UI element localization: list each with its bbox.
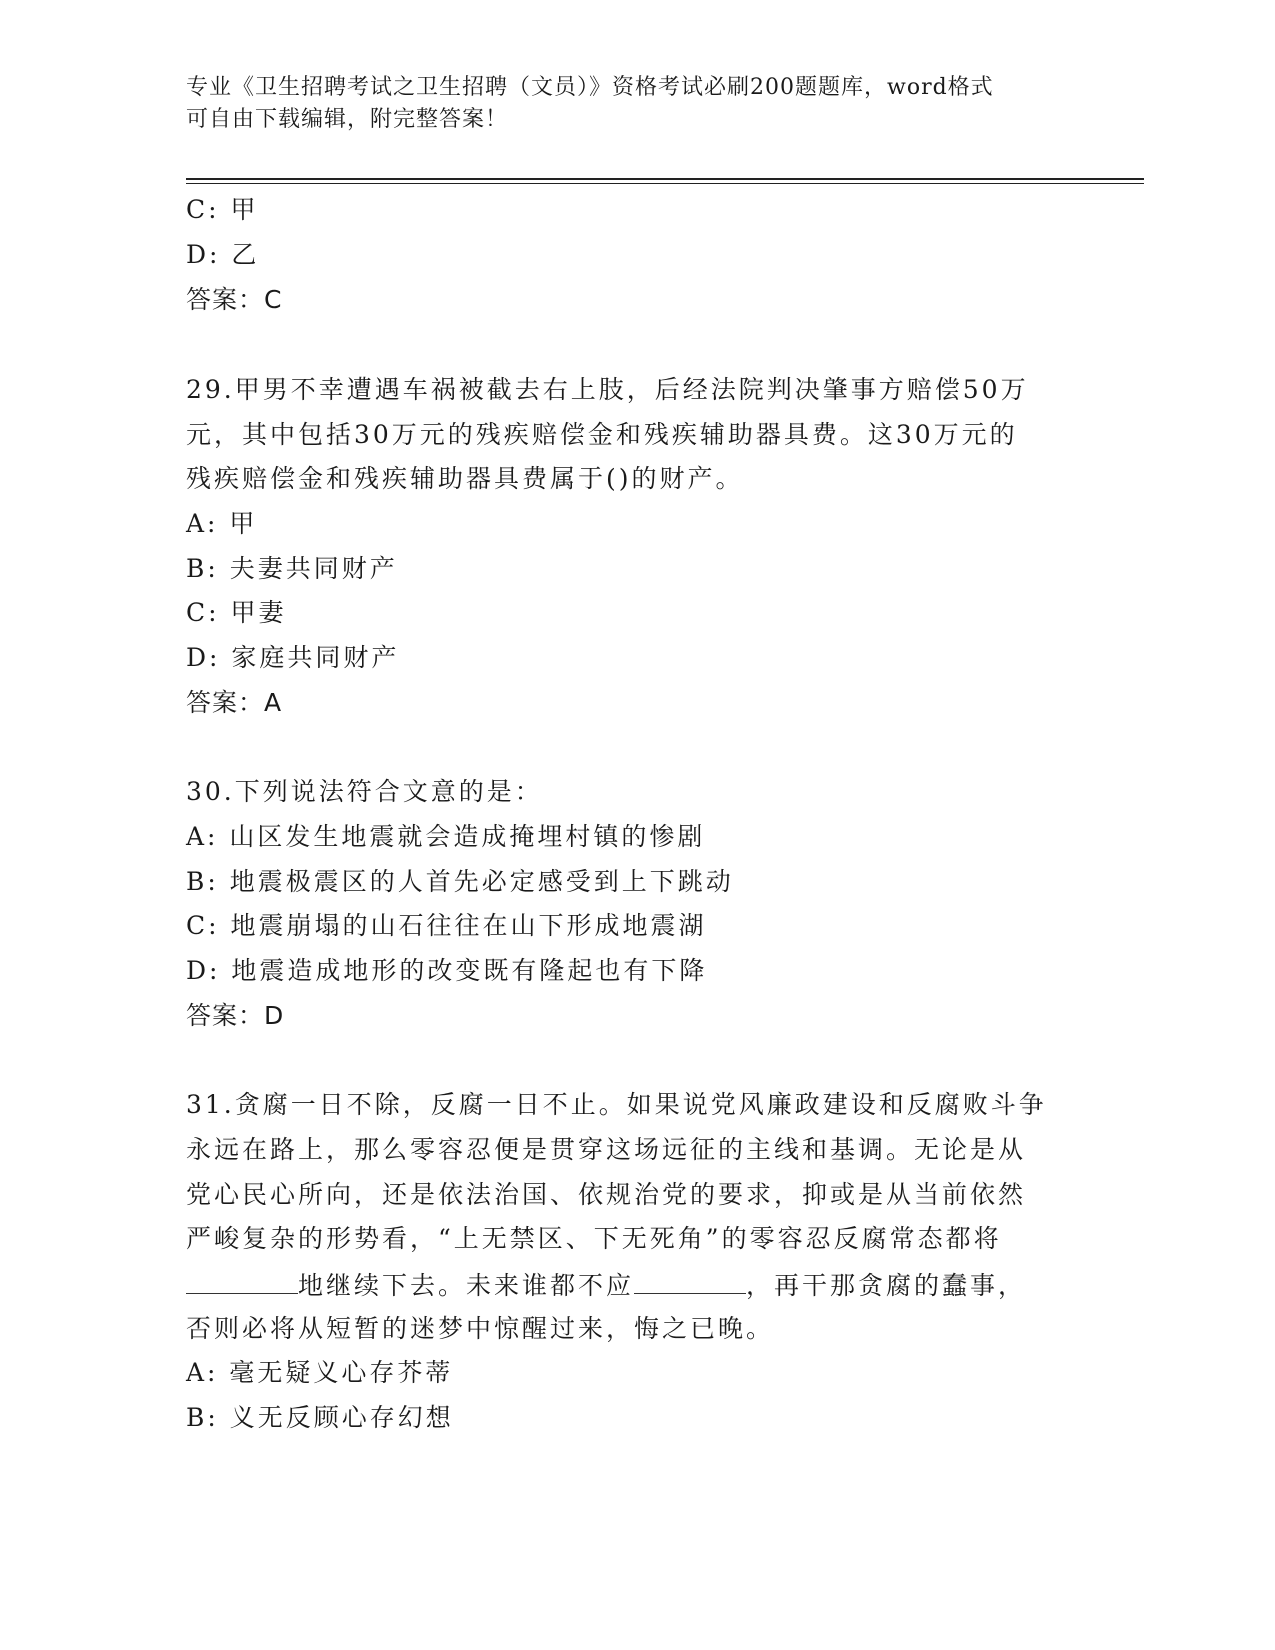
q28-option-d: D: 乙 bbox=[186, 240, 260, 269]
q31-stem-line-3: 党心民心所向，还是依法治国、依规治党的要求，抑或是从当前依然 bbox=[186, 1180, 1027, 1209]
q29-option-d: D: 家庭共同财产 bbox=[186, 643, 400, 672]
q30-option-d: D: 地震造成地形的改变既有隆起也有下降 bbox=[186, 956, 708, 985]
q30-option-a: A: 山区发生地震就会造成掩埋村镇的惨剧 bbox=[186, 822, 706, 851]
q31-stem-line-2: 永远在路上，那么零容忍便是贯穿这场远征的主线和基调。无论是从 bbox=[186, 1135, 1027, 1164]
q29-stem-line-3: 残疾赔偿金和残疾辅助器具费属于()的财产。 bbox=[186, 464, 744, 493]
q31-option-b: B: 义无反顾心存幻想 bbox=[186, 1403, 454, 1432]
q28-answer: 答案：C bbox=[186, 285, 283, 314]
header-rule-thick bbox=[186, 178, 1144, 180]
fill-blank-1 bbox=[186, 1267, 298, 1294]
q30-option-c: C: 地震崩塌的山石往往在山下形成地震湖 bbox=[186, 911, 707, 940]
q31-stem-line-5 bbox=[186, 1267, 1026, 1303]
q29-stem-line-2: 元，其中包括30万元的残疾赔偿金和残疾辅助器具费。这30万元的 bbox=[186, 420, 1018, 449]
q28-option-c: C: 甲 bbox=[186, 195, 259, 224]
q31-stem-line-5-text-b: ，再干那贪腐的蠢事， bbox=[746, 1271, 1027, 1300]
q31-option-a: A: 毫无疑义心存芥蒂 bbox=[186, 1358, 454, 1387]
q31-stem-line-4: 严峻复杂的形势看，“上无禁区、下无死角”的零容忍反腐常态都将 bbox=[186, 1224, 1002, 1253]
document-header bbox=[186, 72, 1086, 136]
fill-blank-2 bbox=[634, 1267, 746, 1294]
q31-stem-line-6: 否则必将从短暂的迷梦中惊醒过来，悔之已晚。 bbox=[186, 1314, 775, 1343]
header-line-2: 可自由下载编辑，附完整答案！ bbox=[186, 107, 509, 132]
q30-option-b: B: 地震极震区的人首先必定感受到上下跳动 bbox=[186, 867, 734, 896]
header-rule-thin bbox=[186, 183, 1144, 184]
q31-stem-line-5-text-a: 地继续下去。未来谁都不应 bbox=[298, 1271, 635, 1300]
q29-option-c: C: 甲妻 bbox=[186, 598, 287, 627]
q29-answer: 答案：A bbox=[186, 688, 283, 717]
q31-stem-line-1: 31.贪腐一日不除，反腐一日不止。如果说党风廉政建设和反腐败斗争 bbox=[186, 1090, 1047, 1119]
q29-option-a: A: 甲 bbox=[186, 509, 258, 538]
q29-stem-line-1: 29.甲男不幸遭遇车祸被截去右上肢，后经法院判决肇事方赔偿50万 bbox=[186, 375, 1029, 404]
q30-answer: 答案：D bbox=[186, 1001, 285, 1030]
q30-stem-line-1: 30.下列说法符合文意的是： bbox=[186, 777, 543, 806]
header-line-1: 专业《卫生招聘考试之卫生招聘（文员）》资格考试必刷200题题库，word格式 bbox=[186, 75, 994, 100]
q29-option-b: B: 夫妻共同财产 bbox=[186, 554, 398, 583]
